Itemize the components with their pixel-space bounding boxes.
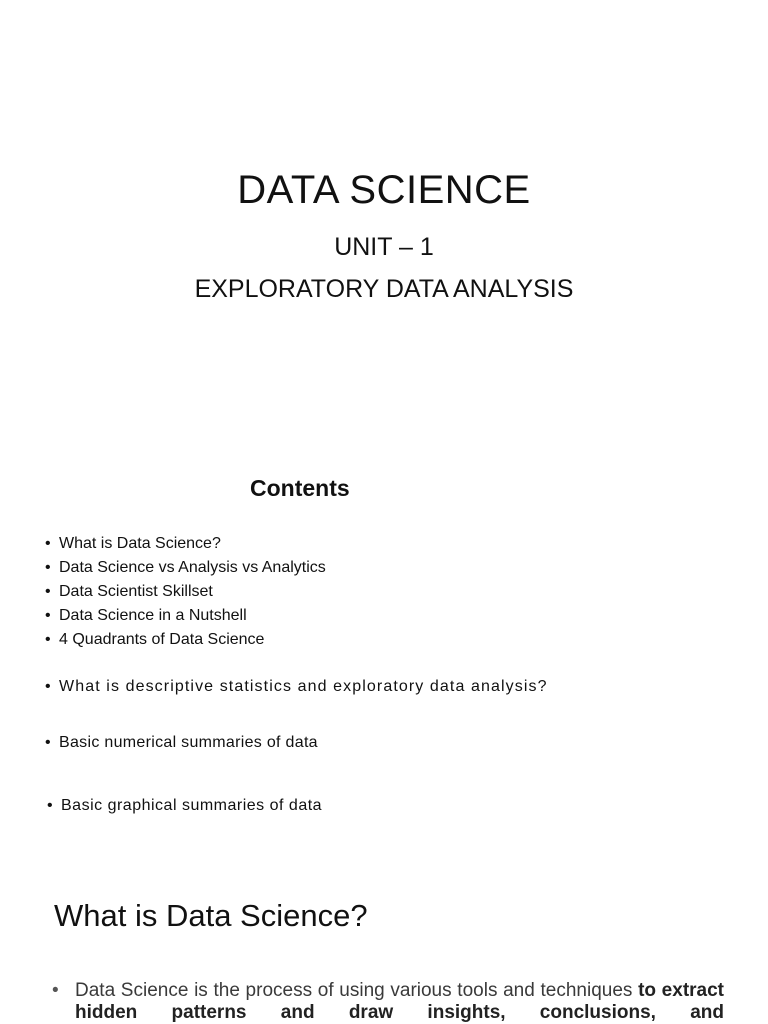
document-title: DATA SCIENCE bbox=[237, 168, 531, 212]
list-item-numerical bbox=[45, 731, 318, 755]
paragraph-bold-text: to extract hidden patterns and draw insights, conclusions, and bbox=[75, 980, 725, 1023]
bullet-icon: • bbox=[45, 734, 51, 751]
list-item-label: 4 Quadrants of Data Science bbox=[59, 631, 265, 648]
bullet-icon: • bbox=[45, 678, 52, 695]
bullet-icon: • bbox=[47, 797, 54, 814]
list-item bbox=[45, 604, 326, 628]
document-subtitle: EXPLORATORY DATA ANALYSIS bbox=[194, 275, 574, 303]
bullet-icon: • bbox=[45, 535, 51, 552]
section-heading: What is Data Science? bbox=[54, 898, 368, 933]
list-item-label: Data Science in a Nutshell bbox=[59, 607, 247, 624]
list-item-label: What is descriptive statistics and exploratory data analysis? bbox=[59, 678, 548, 695]
paragraph-normal-text: Data Science is the process of using various tools and techniques bbox=[75, 980, 639, 1001]
list-item-label: Basic graphical summaries of data bbox=[61, 797, 323, 814]
list-item bbox=[45, 628, 326, 652]
contents-list bbox=[45, 532, 326, 652]
bullet-icon: • bbox=[52, 980, 59, 1001]
list-item-descriptive bbox=[45, 675, 548, 699]
list-item-label: What is Data Science? bbox=[59, 535, 221, 552]
bullet-icon: • bbox=[45, 607, 51, 624]
unit-label: UNIT – 1 bbox=[334, 233, 434, 261]
list-item bbox=[45, 532, 326, 556]
bullet-icon: • bbox=[45, 583, 51, 600]
list-item-label: Data Science vs Analysis vs Analytics bbox=[59, 559, 326, 576]
list-item-label: Data Scientist Skillset bbox=[59, 583, 213, 600]
list-item bbox=[45, 556, 326, 580]
contents-heading: Contents bbox=[250, 475, 350, 501]
paragraph-text bbox=[52, 980, 724, 1024]
list-item bbox=[45, 580, 326, 604]
list-item-graphical bbox=[47, 794, 322, 818]
list-item-label: Basic numerical summaries of data bbox=[59, 734, 318, 751]
definition-paragraph bbox=[52, 980, 724, 1024]
bullet-icon: • bbox=[45, 631, 51, 648]
bullet-icon: • bbox=[45, 559, 51, 576]
